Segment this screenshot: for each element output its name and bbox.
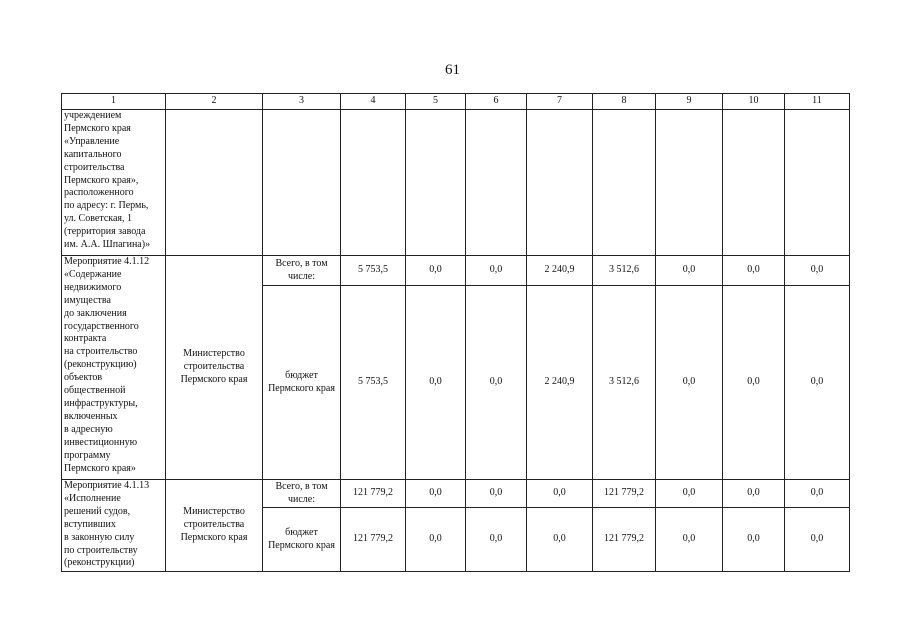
description-line: общественной [64,385,126,397]
funding-source-cell [263,480,341,508]
description-line: до заключения [64,307,127,319]
executor-cell [166,480,263,572]
executor-line: строительства [183,361,245,373]
description-line: на строительство [64,346,138,358]
source-line: Всего, в том [275,257,328,269]
source-line: бюджет [285,369,318,381]
description-line: вступивших [64,518,116,530]
value-cell: 0,0 [723,286,785,480]
value-cell: 0,0 [785,256,850,286]
measure-4-1-13-total-row [62,480,850,508]
description-line: контракта [64,333,107,345]
header-cell: 10 [723,94,785,110]
empty-cell [527,110,593,256]
value-cell: 0,0 [466,286,527,480]
description-line: Пермского края [64,122,131,134]
page-number: 61 [445,62,460,78]
header-row [62,94,850,110]
value-cell: 121 779,2 [341,508,406,572]
description-line: капитального [64,148,122,160]
header-cell: 2 [166,94,263,110]
value-cell: 121 779,2 [593,480,656,508]
header-cell: 1 [62,94,166,110]
description-line: в адресную [64,423,113,435]
description-line: в законную силу [64,531,135,543]
measure-description [62,256,166,480]
description-line: объектов [64,372,103,384]
value-cell: 0,0 [723,508,785,572]
description-line: строительства [64,161,125,173]
executor-line: Министерство [183,348,245,360]
value-cell: 0,0 [785,480,850,508]
value-cell: 121 779,2 [341,480,406,508]
empty-cell [785,110,850,256]
value-cell: 0,0 [406,256,466,286]
value-cell: 3 512,6 [593,286,656,480]
description-line: «Исполнение [64,492,121,504]
empty-cell [341,110,406,256]
description-line: государственного [64,320,139,332]
empty-cell [466,110,527,256]
description-line: им. А.А. Шпагина)» [64,239,151,251]
value-cell: 2 240,9 [527,286,593,480]
description-line: программу [64,449,111,461]
measure-description [62,480,166,572]
program-table [61,93,850,572]
value-cell: 0,0 [406,508,466,572]
value-cell: 5 753,5 [341,256,406,286]
description-line: Мероприятие 4.1.12 [64,256,150,267]
source-line: числе: [287,493,316,505]
value-cell: 121 779,2 [593,508,656,572]
value-cell: 0,0 [656,286,723,480]
header-cell: 11 [785,94,850,110]
empty-cell [593,110,656,256]
value-cell: 0,0 [723,480,785,508]
header-cell: 3 [263,94,341,110]
description-line: «Содержание [64,268,122,280]
value-cell: 3 512,6 [593,256,656,286]
continuation-row [62,110,850,256]
description-line: расположенного [64,187,134,199]
value-cell: 0,0 [466,480,527,508]
description-line: решений судов, [64,505,131,517]
description-line: по строительству [64,544,138,556]
funding-source-cell [263,256,341,286]
description-line: имущества [64,294,111,306]
executor-cell [166,256,263,480]
value-cell: 0,0 [527,480,593,508]
description-line: недвижимого [64,281,122,293]
description-line: инвестиционную [64,436,138,448]
executor-line: Пермского края [180,373,248,385]
value-cell: 0,0 [723,256,785,286]
funding-source-cell [263,286,341,480]
value-cell: 0,0 [785,286,850,480]
value-cell: 0,0 [466,508,527,572]
description-line: (территория завода [64,226,146,238]
description-line: Мероприятие 4.1.13 [64,480,150,491]
value-cell: 0,0 [527,508,593,572]
value-cell: 0,0 [656,508,723,572]
header-cell: 4 [341,94,406,110]
empty-cell [406,110,466,256]
description-line: учреждением [64,110,122,121]
value-cell: 0,0 [656,480,723,508]
source-line: числе: [287,270,316,282]
empty-cell [263,110,341,256]
source-line: Всего, в том [275,480,328,492]
funding-source-cell [263,508,341,572]
executor-line: строительства [183,519,245,531]
source-line: Пермского края [268,539,335,551]
description-line: Пермского края» [64,462,136,474]
header-cell: 5 [406,94,466,110]
empty-cell [656,110,723,256]
value-cell: 2 240,9 [527,256,593,286]
header-cell: 7 [527,94,593,110]
header-cell: 9 [656,94,723,110]
description-line: (реконструкции) [64,557,135,569]
value-cell: 5 753,5 [341,286,406,480]
empty-cell [166,110,263,256]
continuation-description [62,110,166,256]
executor-line: Министерство [183,506,245,518]
description-line: (реконструкцию) [64,359,137,371]
description-line: ул. Советская, 1 [64,213,132,225]
empty-cell [723,110,785,256]
source-line: Пермского края [268,382,335,394]
value-cell: 0,0 [656,256,723,286]
executor-line: Пермского края [180,531,248,543]
header-cell: 6 [466,94,527,110]
description-line: по адресу: г. Пермь, [64,200,149,212]
description-line: включенных [64,410,118,422]
value-cell: 0,0 [406,286,466,480]
value-cell: 0,0 [785,508,850,572]
description-line: инфраструктуры, [64,397,138,409]
description-line: «Управление [64,135,120,147]
value-cell: 0,0 [406,480,466,508]
source-line: бюджет [285,526,318,538]
description-line: Пермского края», [64,174,139,186]
header-cell: 8 [593,94,656,110]
measure-4-1-12-total-row [62,256,850,286]
value-cell: 0,0 [466,256,527,286]
